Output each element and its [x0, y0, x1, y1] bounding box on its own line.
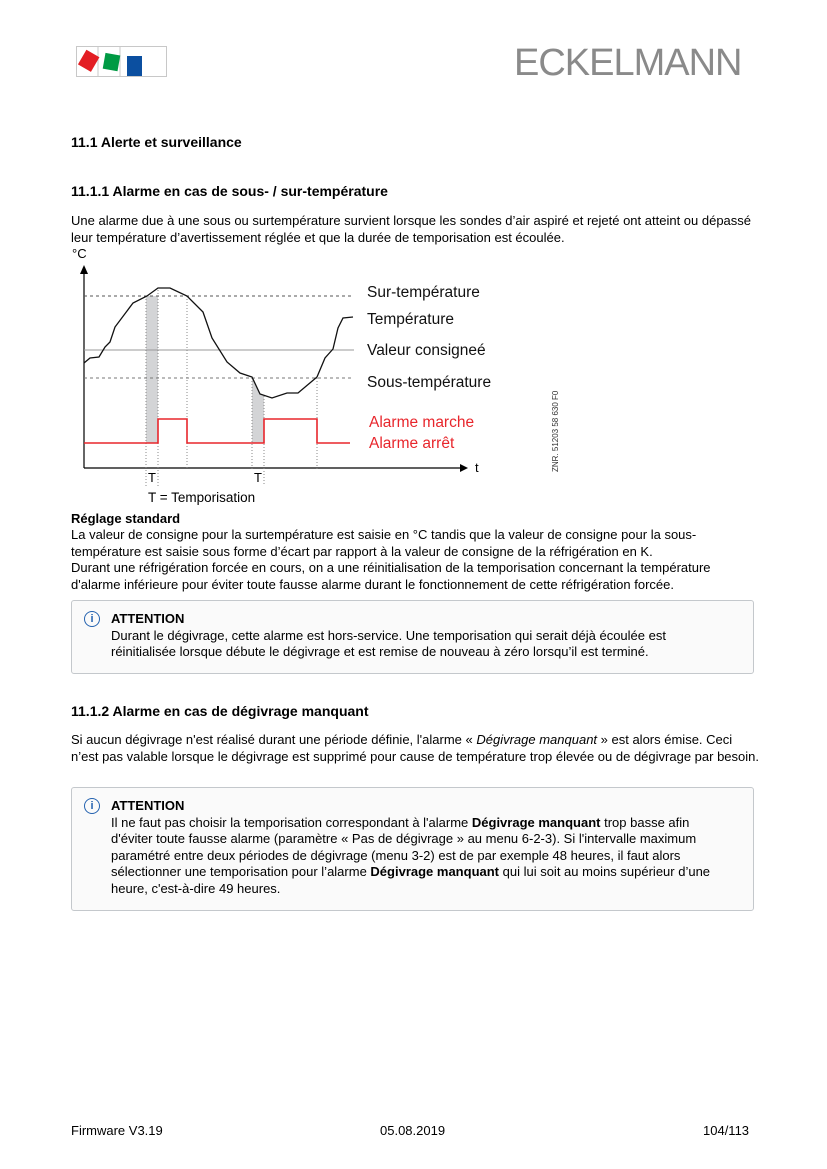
- standard-paragraph-1: La valeur de consigne pour la surtempérature est saisie en °C tandis que la valeur de consigne pour la sous-température est saisie sous forme d’écart par rapport à la valeur de consigne de la réfrigération en K.: [71, 527, 697, 559]
- delay-shading-1: [146, 296, 158, 443]
- alarm-on-label: Alarme marche: [369, 414, 475, 431]
- subsection-title: 11.1.1 Alarme en cas de sous- / sur-température: [71, 183, 388, 199]
- delay-marker-1: T: [148, 470, 156, 485]
- intro-paragraph: Une alarme due à une sous ou surtempérature survient lorsque les sondes d’air aspiré et rejeté ont atteint ou dépassé leur température d’avertissement réglée et que la durée de temporisation est écoulée.: [71, 213, 752, 245]
- info-icon: i: [84, 611, 100, 627]
- info-icon: i: [84, 798, 100, 814]
- note-title: ATTENTION: [111, 611, 185, 626]
- drawing-reference: ZNR. 51203 58 630 F0: [551, 390, 560, 472]
- temperature-curve: [84, 288, 353, 398]
- alarm-signal: [84, 419, 350, 443]
- temperature-label: Température: [367, 311, 455, 328]
- delay-marker-2: T: [254, 470, 262, 485]
- brand-name: ECKELMANN: [514, 42, 742, 84]
- note-text: Durant le dégivrage, cette alarme est hors-service. Une temporisation qui serait déjà écoulée est réinitialisée lorsque débute le dégivrage et est remise de nouveau à zéro lorsqu’il est terminé.: [111, 627, 666, 659]
- under-temp-label: Sous-température: [367, 374, 492, 391]
- standard-title: Réglage standard: [71, 511, 181, 526]
- delay-legend: T = Temporisation: [148, 490, 256, 505]
- x-axis-arrow: [460, 464, 468, 472]
- footer-date: 05.08.2019: [380, 1123, 446, 1138]
- setpoint-label: Valeur consigneé: [367, 342, 486, 359]
- alarm-off-label: Alarme arrêt: [369, 435, 455, 452]
- section-title: 11.1 Alerte et surveillance: [71, 134, 242, 150]
- y-axis-label: °C: [72, 246, 87, 261]
- missing-defrost-paragraph: Si aucun dégivrage n'est réalisé durant une période définie, l'alarme « Dégivrage manquant » est alors émise. Ceci n’est pas valable lorsque le dégivrage est supprimé pour cause de température trop élevée ou de dégivrage par besoin.: [71, 732, 759, 764]
- alarm-timing-diagram: [0, 0, 827, 520]
- footer-firmware: Firmware V3.19: [71, 1123, 163, 1138]
- standard-paragraph-2: Durant une réfrigération forcée en cours, on a une réinitialisation de la temporisation concernant la température d'alarme inférieure pour éviter toute fausse alarme durant le fonctionnement de cette réfrigération forcée.: [71, 560, 711, 592]
- over-temp-label: Sur-température: [367, 284, 480, 301]
- attention-note-1: [71, 600, 754, 674]
- note-title: ATTENTION: [111, 798, 185, 813]
- y-axis-arrow: [80, 265, 88, 274]
- delay-shading-2: [252, 377, 264, 443]
- time-markers: [146, 290, 317, 486]
- footer-page-number: 104/113: [703, 1123, 750, 1138]
- x-axis-label: t: [475, 460, 479, 475]
- subsection-title-2: 11.1.2 Alarme en cas de dégivrage manquant: [71, 703, 369, 719]
- attention-note-2: i ATTENTION Il ne faut pas choisir la temporisation correspondant à l'alarme Dégivrage manquant trop basse afin d'éviter toute fausse alarme (paramètre « Pas de dégivrage » au menu 6-2-3). Si l'intervalle maximum paramétré entre deux périodes de dégivrage (menu 3-2) est de par exemple 48 heures, il faut alors sélectionner une temporisation pour l’alarme Dégivrage manquant qui lui soit au moins supérieur d’une heure, c'est-à-dire 49 heures.: [71, 787, 754, 911]
